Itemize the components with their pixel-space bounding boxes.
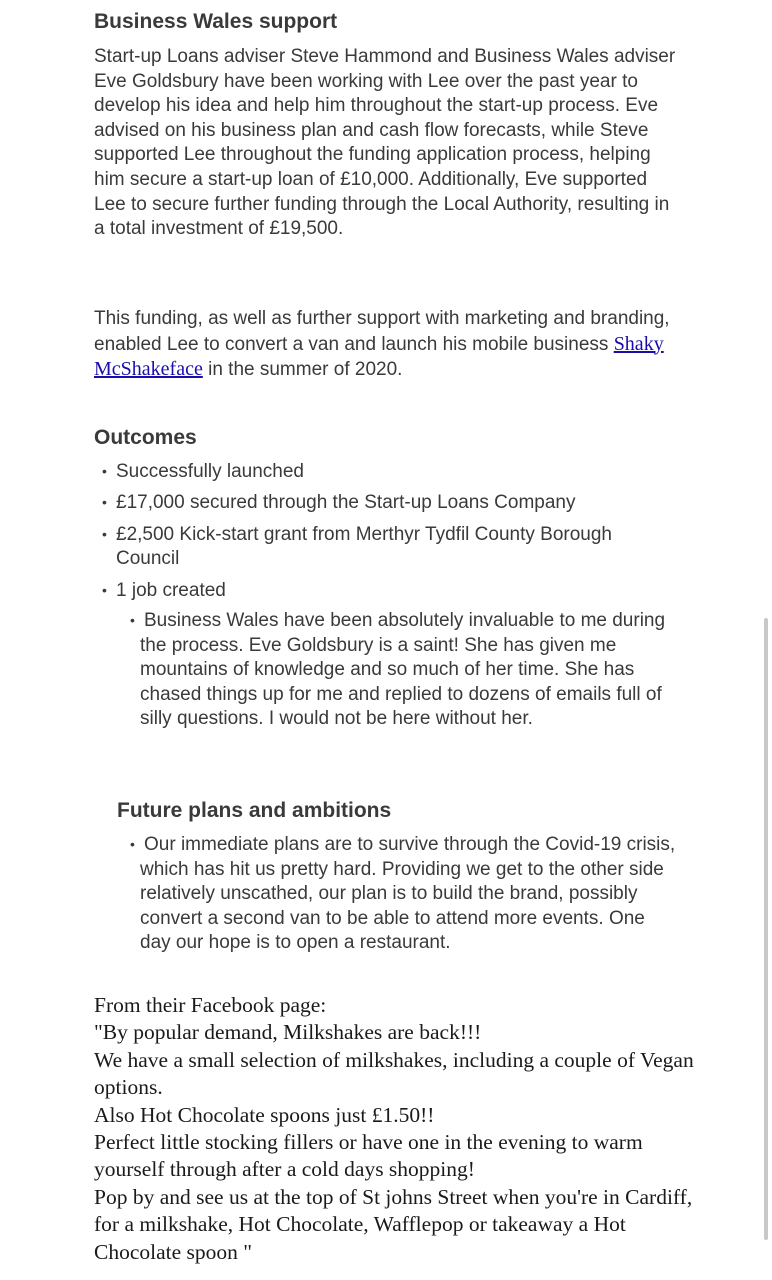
list-item	[102, 523, 670, 572]
list-item	[116, 833, 680, 956]
facebook-line: Also Hot Chocolate spoons just £1.50!!	[94, 1102, 435, 1127]
funding-paragraph	[94, 307, 684, 383]
bullet-icon: •	[102, 494, 107, 511]
list-item	[102, 491, 670, 516]
facebook-line: We have a small selection of milkshakes, including a couple of Vegan options.	[94, 1047, 694, 1100]
testimonial-list	[116, 609, 680, 739]
list-item	[102, 579, 670, 604]
bullet-icon: •	[102, 525, 107, 542]
list-item-text: Successfully launched	[116, 461, 304, 482]
funding-text-before: This funding, as well as further support with marketing and branding, enabled Lee to convert a van and launch his mobile business	[94, 308, 670, 355]
testimonial-quote	[116, 609, 680, 732]
future-plans-list	[116, 833, 680, 963]
list-item-text: Our immediate plans are to survive through the Covid-19 crisis, which has hit us pretty hard. Providing we get to the other side relatively unscathed, our plan is to build the brand, possibly convert a second van to be able to attend more events. One day our hope is to open a restaurant.	[140, 834, 676, 954]
facebook-line: From their Facebook page:	[94, 993, 327, 1017]
heading-business-wales-support: Business Wales support	[94, 10, 338, 33]
bullet-icon: •	[130, 612, 135, 628]
bullet-icon: •	[130, 836, 135, 852]
funding-text-after: in the summer of 2020.	[202, 359, 403, 381]
facebook-line: "By popular demand, Milkshakes are back!!!	[94, 1020, 482, 1045]
list-item	[102, 460, 670, 485]
bullet-icon: •	[102, 463, 107, 479]
list-item-text: 1 job created	[116, 579, 226, 601]
facebook-quote-block	[94, 992, 694, 1266]
testimonial-text: Business Wales have been absolutely invaluable to me during the process. Eve Goldsbury is a saint! She has given me mountains of knowledge and so much of her time. She has chased things up for me and replied to dozens of emails full of silly questions. I would not be here without her.	[140, 610, 666, 730]
support-paragraph: Start-up Loans adviser Steve Hammond and Business Wales adviser Eve Goldsbury have been working with Lee over the past year to develop his idea and help him throughout the start-up process. Eve advised on his business plan and cash flow forecasts, while Steve supported Lee throughout the funding application process, helping him secure a start-up loan of £10,000. Additionally, Eve supported Lee to secure further funding through the Local Authority, resulting in a total investment of £19,500.	[94, 46, 676, 240]
facebook-line: Pop by and see us at the top of St johns Street when you're in Cardiff, for a milkshake, Hot Chocolate, Wafflepop or takeaway a Hot Chocolate spoon "	[94, 1184, 693, 1264]
facebook-line: Perfect little stocking fillers or have one in the evening to warm yourself through after a cold days shopping!	[94, 1130, 643, 1182]
heading-future-plans: Future plans and ambitions	[117, 799, 392, 822]
bullet-icon: •	[102, 581, 107, 598]
list-item-text: £2,500 Kick-start grant from Merthyr Tydfil County Borough Council	[116, 523, 612, 570]
list-item-text: £17,000 secured through the Start-up Loans Company	[116, 492, 576, 514]
heading-outcomes: Outcomes	[94, 426, 197, 449]
outcomes-list	[102, 460, 670, 610]
shaky-mcshakeface-link[interactable]: Shaky McShakeface	[94, 332, 664, 381]
vertical-scrollbar[interactable]	[764, 618, 768, 1240]
